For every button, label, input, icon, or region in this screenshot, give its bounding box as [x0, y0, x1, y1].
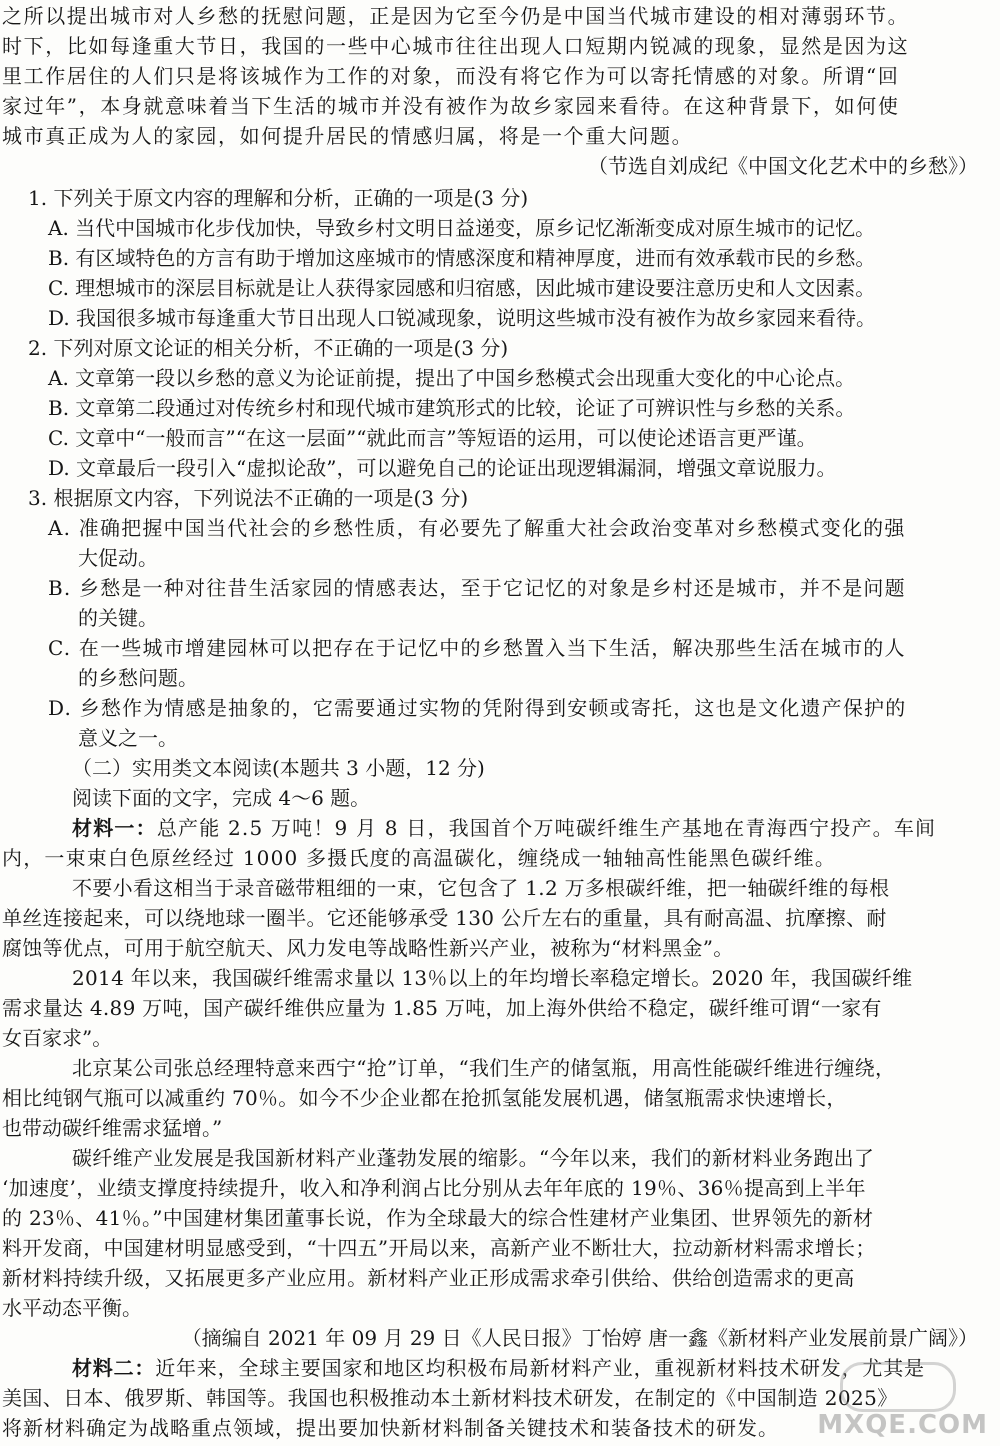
- paragraph-line: 的 23％、41％。”中国建材集团董事长说，作为全球最大的综合性建材产业集团、世界领先的新材: [2, 1206, 874, 1230]
- paragraph-line: 北京某公司张总经理特意来西宁“抢”订单，“我们生产的储氢瓶，用高性能碳纤维进行缠绕，: [72, 1056, 896, 1080]
- question-3-option-d: D. 乡愁作为情感是抽象的，它需要通过实物的凭附得到安顿或寄托，这也是文化遗产保护的: [48, 696, 907, 720]
- source-citation: （摘编自 2021 年 09 月 29 日《人民日报》丁怡婷 唐一鑫《新材料产业发展前景广阔》）: [181, 1326, 978, 1350]
- question-2-option-c: C. 文章中“一般而言”“在这一层面”“就此而言”等短语的运用，可以使论述语言更严谨。: [48, 426, 817, 450]
- paragraph-line: 2014 年以来，我国碳纤维需求量以 13％以上的年均增长率稳定增长。2020 年，我国碳纤维: [72, 966, 913, 990]
- question-3-option-b: B. 乡愁是一种对往昔生活家园的情感表达，至于它记忆的对象是乡村还是城市，并不是问题: [48, 576, 906, 600]
- paragraph-line: 将新材料确定为战略重点领域，提出要加快新材料制备关键技术和装备技术的研发。: [2, 1416, 779, 1440]
- question-3-option-a: A. 准确把握中国当代社会的乡愁性质，有必要先了解重大社会政治变革对乡愁模式变化的强: [48, 516, 906, 540]
- paragraph-line: 需求量达 4.89 万吨，国产碳纤维供应量为 1.85 万吨，加上海外供给不稳定，碳纤维可谓“一家有: [2, 996, 882, 1020]
- question-1-option-d: D. 我国很多城市每逢重大节日出现人口锐减现象，说明这些城市没有被作为故乡家园来看待。: [48, 306, 877, 330]
- material-one-first-line: [72, 814, 936, 842]
- paragraph-line: 时下，比如每逢重大节日，我国的一些中心城市往往出现人口短期内锐减的现象，显然是因为这: [2, 34, 910, 58]
- question-3-option-c: C. 在一些城市增建园林可以把存在于记忆中的乡愁置入当下生活，解决那些生活在城市的人: [48, 636, 906, 660]
- watermark-text: MXQE.COM: [817, 1410, 988, 1440]
- question-2-option-a: A. 文章第一段以乡愁的意义为论证前提，提出了中国乡愁模式会出现重大变化的中心论点。: [48, 366, 856, 390]
- question-2-option-b: B. 文章第二段通过对传统乡村和现代城市建筑形式的比较，论证了可辨识性与乡愁的关系。: [48, 396, 856, 420]
- watermark-emblem-icon: [840, 1362, 956, 1412]
- paragraph-line: 水平动态平衡。: [2, 1296, 142, 1320]
- paragraph-text: 近年来，全球主要国家和地区均积极布局新材料产业，重视新材料技术研发，尤其是: [155, 1356, 925, 1380]
- section-heading: （二）实用类文本阅读(本题共 3 小题，12 分): [72, 756, 485, 780]
- reading-instruction: 阅读下面的文字，完成 4～6 题。: [72, 786, 371, 810]
- source-citation: （节选自刘成纪《中国文化艺术中的乡愁》）: [588, 154, 978, 178]
- paragraph-line: 女百家求”。: [2, 1026, 113, 1050]
- paragraph-line: 也带动碳纤维需求猛增。”: [2, 1116, 223, 1140]
- paragraph-line: 里工作居住的人们只是将该城作为工作的对象，而没有将它作为可以寄托情感的对象。所谓“回: [2, 64, 900, 88]
- material-one-label: 材料一：: [72, 816, 157, 840]
- question-3-option-c-cont: 的乡愁问题。: [78, 666, 198, 690]
- paragraph-line: 单丝连接起来，可以绕地球一圈半。它还能够承受 130 公斤左右的重量，具有耐高温、抗摩擦、耐: [2, 906, 887, 930]
- material-two-label: 材料二：: [72, 1356, 156, 1380]
- question-2-option-d: D. 文章最后一段引入“虚拟论敌”，可以避免自己的论证出现逻辑漏洞，增强文章说服力。: [48, 456, 837, 480]
- question-3-stem: 3. 根据原文内容，下列说法不正确的一项是(3 分): [28, 486, 469, 510]
- paragraph-line: 之所以提出城市对人乡愁的抚慰问题，正是因为它至今仍是中国当代城市建设的相对薄弱环节。: [2, 4, 910, 28]
- paragraph-line: 家过年”，本身就意味着当下生活的城市并没有被作为故乡家园来看待。在这种背景下，如何使: [2, 94, 900, 118]
- paragraph-line: 不要小看这相当于录音磁带粗细的一束，它包含了 1.2 万多根碳纤维，把一轴碳纤维的每根: [72, 876, 890, 900]
- question-3-option-a-cont: 大促动。: [78, 546, 158, 570]
- paragraph-line: 城市真正成为人的家园，如何提升居民的情感归属，将是一个重大问题。: [2, 124, 694, 148]
- paragraph-text: 总产能 2.5 万吨！9 月 8 日，我国首个万吨碳纤维生产基地在青海西宁投产。车间: [156, 816, 937, 840]
- material-two-first-line: [72, 1354, 925, 1382]
- paragraph-line: 美国、日本、俄罗斯、韩国等。我国也积极推动本土新材料技术研发，在制定的《中国制造 2025》: [2, 1386, 898, 1410]
- question-1-stem: 1. 下列关于原文内容的理解和分析，正确的一项是(3 分): [28, 186, 529, 210]
- question-1-option-a: A. 当代中国城市化步伐加快，导致乡村文明日益递变，原乡记忆渐渐变成对原生城市的记忆。: [48, 216, 876, 240]
- question-2-stem: 2. 下列对原文论证的相关分析，不正确的一项是(3 分): [28, 336, 509, 360]
- question-3-option-d-cont: 意义之一。: [78, 726, 178, 750]
- paragraph-line: ‘加速度’，业绩支撑度持续提升，收入和净利润占比分别从去年年底的 19％、36％提高到上半年: [2, 1176, 866, 1200]
- question-1-option-c: C. 理想城市的深层目标就是让人获得家园感和归宿感，因此城市建设要注意历史和人文因素。: [48, 276, 876, 300]
- paragraph-line: 内，一束束白色原丝经过 1000 多摄氏度的高温碳化，缠绕成一轴轴高性能黑色碳纤维。: [2, 846, 837, 870]
- paragraph-line: 新材料持续升级，又拓展更多产业应用。新材料产业正形成需求牵引供给、供给创造需求的更高: [2, 1266, 855, 1290]
- question-3-option-b-cont: 的关键。: [78, 606, 158, 630]
- question-1-option-b: B. 有区域特色的方言有助于增加这座城市的情感深度和精神厚度，进而有效承载市民的乡愁。: [48, 246, 876, 270]
- watermark-logo: [806, 1368, 996, 1442]
- paragraph-line: 料开发商，中国建材明显感受到，“十四五”开局以来，高新产业不断壮大，拉动新材料需求增长；: [2, 1236, 876, 1260]
- paragraph-line: 碳纤维产业发展是我国新材料产业蓬勃发展的缩影。“今年以来，我们的新材料业务跑出了: [72, 1146, 875, 1170]
- paragraph-line: 相比纯钢气瓶可以减重约 70％。如今不少企业都在抢抓氢能发展机遇，储氢瓶需求快速增长，: [2, 1086, 847, 1110]
- paragraph-line: 腐蚀等优点，可用于航空航天、风力发电等战略性新兴产业，被称为“材料黑金”。: [2, 936, 734, 960]
